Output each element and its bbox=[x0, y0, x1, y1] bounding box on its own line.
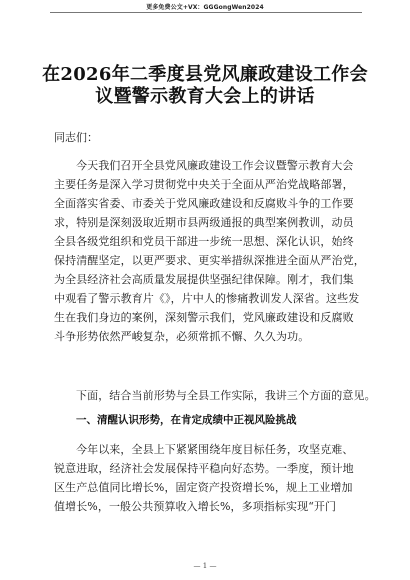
paragraph-line: 中观看了警示教育片《》，片中人的惨痛教训发人深省。这些发 bbox=[54, 292, 360, 305]
paragraph-line: 今天我们召开全县党风廉政建设工作会议暨警示教育大会 bbox=[76, 159, 354, 172]
salutation: 同志们： bbox=[54, 131, 98, 144]
paragraph-line: 为全县经济社会高质量发展提供坚强纪律保障。刚才，我们集 bbox=[54, 273, 354, 286]
title-line: 议暨警示教育大会上的讲话 bbox=[95, 86, 315, 107]
paragraph-line: 生在我们身边的案例，深刻警示我们，党风廉政建设和反腐败 bbox=[54, 311, 354, 324]
paragraph-1 bbox=[54, 156, 364, 346]
paragraph-line: 主要任务是深入学习贯彻党中央关于全面从严治党战略部署， bbox=[54, 178, 354, 191]
paragraph-line: 保持清醒坚定，以更严要求、更实举措纵深推进全面从严治党， bbox=[54, 254, 365, 267]
paragraph-line: 值增长%，一般公共预算收入增长%，多项指标实现“开门 bbox=[54, 500, 337, 513]
paragraph-line: 全县各级党组织和党员干部进一步统一思想、深化认识，始终 bbox=[54, 235, 354, 248]
paragraph-line: 斗争形势依然严峻复杂，必须常抓不懈、久久为功。 bbox=[54, 330, 310, 343]
page-number bbox=[0, 562, 410, 570]
document-title bbox=[20, 64, 390, 108]
header-divider bbox=[50, 12, 362, 13]
header-note: 更多免费公文+VX：GGGongWen2024 bbox=[146, 4, 264, 11]
paragraph-line: 全面落实省委、市委关于党风廉政建设和反腐败斗争的工作要 bbox=[54, 197, 354, 210]
title-line: 在2026年二季度县党风廉政建设工作会 bbox=[42, 64, 368, 85]
paragraph-line: 区生产总值同比增长%，固定资产投资增长%，规上工业增加 bbox=[54, 481, 353, 494]
paragraph-line: 锐意进取，经济社会发展保持平稳向好态势。一季度，预计地 bbox=[54, 462, 354, 475]
paragraph-line: 求，特别是深刻汲取近期市县两级通报的典型案例教训，动员 bbox=[54, 216, 354, 229]
section-heading-1: 一、清醒认识形势，在肯定成绩中正视风险挑战 bbox=[76, 414, 297, 426]
paragraph-line: 下面，结合当前形势与全县工作实际，我讲三个方面的意见。 bbox=[76, 389, 376, 402]
page-number-text: — 1 — bbox=[190, 562, 221, 570]
paragraph-3 bbox=[54, 440, 364, 516]
paragraph-2 bbox=[54, 386, 376, 405]
paragraph-line: 今年以来，全县上下紧紧围绕年度目标任务，攻坚克难、 bbox=[76, 443, 354, 456]
